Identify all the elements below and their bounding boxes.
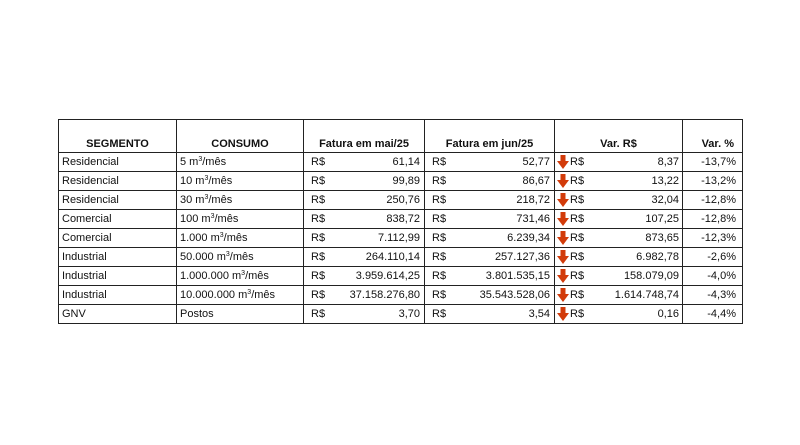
invoice-may-cell [304,191,425,210]
variation-rs-value: 0,16 [657,308,679,320]
consumption-exponent: 3 [198,156,203,163]
invoice-jun-value: 35.543.528,06 [479,289,550,301]
consumption-exponent: 3 [225,251,230,258]
invoice-jun-cell [425,229,555,248]
consumption-unit: /mês [202,156,227,168]
variation-rs-cell [555,210,683,229]
invoice-may-cell [304,229,425,248]
currency-symbol: R$ [432,251,447,263]
table-row [59,172,743,191]
consumption-quantity: Postos [180,308,214,320]
consumption-cell [177,210,304,229]
consumption-quantity: 10.000.000 m [180,289,248,301]
variation-rs-cell [555,305,683,324]
currency-symbol: R$ [570,232,585,244]
invoice-jun-cell [425,153,555,172]
table-row [59,210,743,229]
consumption-exponent: 3 [241,270,246,277]
currency-symbol: R$ [432,232,447,244]
variation-pct-cell: -13,7% [683,153,743,172]
invoice-may-cell [304,305,425,324]
variation-rs-value: 6.982,78 [636,251,679,263]
invoice-may-cell [304,210,425,229]
consumption-exponent: 3 [204,194,209,201]
header-segmento: SEGMENTO [59,120,177,153]
invoice-may-value: 7.112,99 [377,232,420,244]
tariff-comparison-table [58,119,743,324]
consumption-quantity: 5 m [180,156,199,168]
currency-symbol: R$ [311,232,326,244]
segment-cell: Industrial [59,248,177,267]
currency-symbol: R$ [570,213,585,225]
invoice-jun-cell [425,305,555,324]
consumption-exponent: 3 [204,175,209,182]
invoice-jun-value: 52,77 [522,156,550,168]
consumption-unit: /mês [223,232,248,244]
invoice-may-value: 3.959.614,25 [355,270,420,282]
header-fatura-mai: Fatura em mai/25 [304,120,425,153]
down-arrow-icon [557,231,569,245]
variation-rs-cell [555,248,683,267]
consumption-quantity: 1.000.000 m [180,270,242,282]
invoice-may-cell [304,153,425,172]
segment-cell: GNV [59,305,177,324]
consumption-cell [177,153,304,172]
table-row [59,267,743,286]
down-arrow-icon [557,193,569,207]
currency-symbol: R$ [432,270,447,282]
down-arrow-icon [557,250,569,264]
currency-symbol: R$ [311,175,326,187]
table-row [59,153,743,172]
currency-symbol: R$ [311,289,326,301]
table-row [59,305,743,324]
variation-pct-cell: -2,6% [683,248,743,267]
consumption-cell [177,229,304,248]
consumption-cell [177,267,304,286]
currency-symbol: R$ [570,156,585,168]
variation-pct-cell: -12,8% [683,210,743,229]
variation-rs-value: 32,04 [651,194,679,206]
invoice-jun-value: 3.801.535,15 [485,270,550,282]
down-arrow-icon [557,307,569,321]
invoice-jun-cell [425,210,555,229]
invoice-jun-cell [425,267,555,286]
consumption-cell [177,286,304,305]
consumption-cell [177,172,304,191]
tariff-table-container [58,119,742,324]
consumption-unit: /mês [208,194,233,206]
variation-rs-cell [555,267,683,286]
invoice-jun-cell [425,172,555,191]
consumption-quantity: 50.000 m [180,251,226,263]
header-row [59,120,743,153]
header-fatura-jun: Fatura em jun/25 [425,120,555,153]
currency-symbol: R$ [432,175,447,187]
variation-rs-cell [555,153,683,172]
currency-symbol: R$ [311,251,326,263]
variation-rs-value: 107,25 [645,213,679,225]
variation-pct-cell: -4,4% [683,305,743,324]
variation-pct-cell: -13,2% [683,172,743,191]
currency-symbol: R$ [570,289,585,301]
consumption-cell [177,191,304,210]
variation-pct-cell: -12,3% [683,229,743,248]
variation-rs-value: 158.079,09 [623,270,679,282]
down-arrow-icon [557,174,569,188]
segment-cell: Residencial [59,153,177,172]
invoice-jun-value: 3,54 [528,308,550,320]
consumption-unit: /mês [214,213,239,225]
segment-cell: Comercial [59,229,177,248]
invoice-jun-value: 218,72 [516,194,550,206]
currency-symbol: R$ [570,270,585,282]
variation-rs-cell [555,229,683,248]
consumption-cell [177,248,304,267]
consumption-quantity: 10 m [180,175,205,187]
invoice-jun-cell [425,286,555,305]
variation-rs-cell [555,191,683,210]
currency-symbol: R$ [311,213,326,225]
currency-symbol: R$ [432,289,447,301]
consumption-quantity: 1.000 m [180,232,220,244]
variation-rs-value: 1.614.748,74 [614,289,679,301]
header-var-rs: Var. R$ [555,120,683,153]
currency-symbol: R$ [570,251,585,263]
consumption-unit: /mês [245,270,269,282]
invoice-may-cell [304,267,425,286]
consumption-exponent: 3 [210,213,215,220]
variation-rs-cell [555,172,683,191]
invoice-jun-cell [425,248,555,267]
currency-symbol: R$ [432,194,447,206]
currency-symbol: R$ [432,156,447,168]
down-arrow-icon [557,288,569,302]
invoice-jun-value: 257.127,36 [494,251,550,263]
down-arrow-icon [557,269,569,283]
variation-pct-cell: -4,3% [683,286,743,305]
variation-rs-value: 13,22 [651,175,679,187]
currency-symbol: R$ [311,194,326,206]
variation-rs-value: 8,37 [657,156,679,168]
consumption-unit: /mês [251,289,276,301]
invoice-may-value: 61,14 [392,156,420,168]
invoice-jun-value: 86,67 [522,175,550,187]
invoice-may-value: 99,89 [392,175,420,187]
invoice-may-cell [304,286,425,305]
currency-symbol: R$ [311,308,326,320]
currency-symbol: R$ [570,175,585,187]
table-row [59,286,743,305]
header-consumo: CONSUMO [177,120,304,153]
currency-symbol: R$ [311,270,326,282]
consumption-unit: /mês [229,251,254,263]
variation-pct-cell: -4,0% [683,267,743,286]
invoice-may-cell [304,172,425,191]
currency-symbol: R$ [432,308,447,320]
currency-symbol: R$ [432,213,447,225]
currency-symbol: R$ [311,156,326,168]
table-row [59,191,743,210]
variation-rs-cell [555,286,683,305]
invoice-may-value: 3,70 [398,308,420,320]
segment-cell: Industrial [59,267,177,286]
header-var-pct: Var. % [683,120,743,153]
down-arrow-icon [557,212,569,226]
variation-rs-value: 873,65 [645,232,679,244]
segment-cell: Residencial [59,172,177,191]
consumption-exponent: 3 [247,289,252,296]
segment-cell: Comercial [59,210,177,229]
currency-symbol: R$ [570,194,585,206]
currency-symbol: R$ [570,308,585,320]
segment-cell: Industrial [59,286,177,305]
consumption-unit: /mês [208,175,233,187]
invoice-may-cell [304,248,425,267]
table-row [59,229,743,248]
consumption-quantity: 100 m [180,213,211,225]
invoice-jun-value: 6.239,34 [507,232,550,244]
invoice-may-value: 37.158.276,80 [349,289,420,301]
invoice-may-value: 264.110,14 [365,251,420,263]
invoice-may-value: 250,76 [386,194,420,206]
invoice-jun-value: 731,46 [516,213,550,225]
consumption-quantity: 30 m [180,194,205,206]
table-row [59,248,743,267]
down-arrow-icon [557,155,569,169]
consumption-exponent: 3 [219,232,224,239]
segment-cell: Residencial [59,191,177,210]
invoice-may-value: 838,72 [386,213,420,225]
invoice-jun-cell [425,191,555,210]
consumption-cell [177,305,304,324]
variation-pct-cell: -12,8% [683,191,743,210]
